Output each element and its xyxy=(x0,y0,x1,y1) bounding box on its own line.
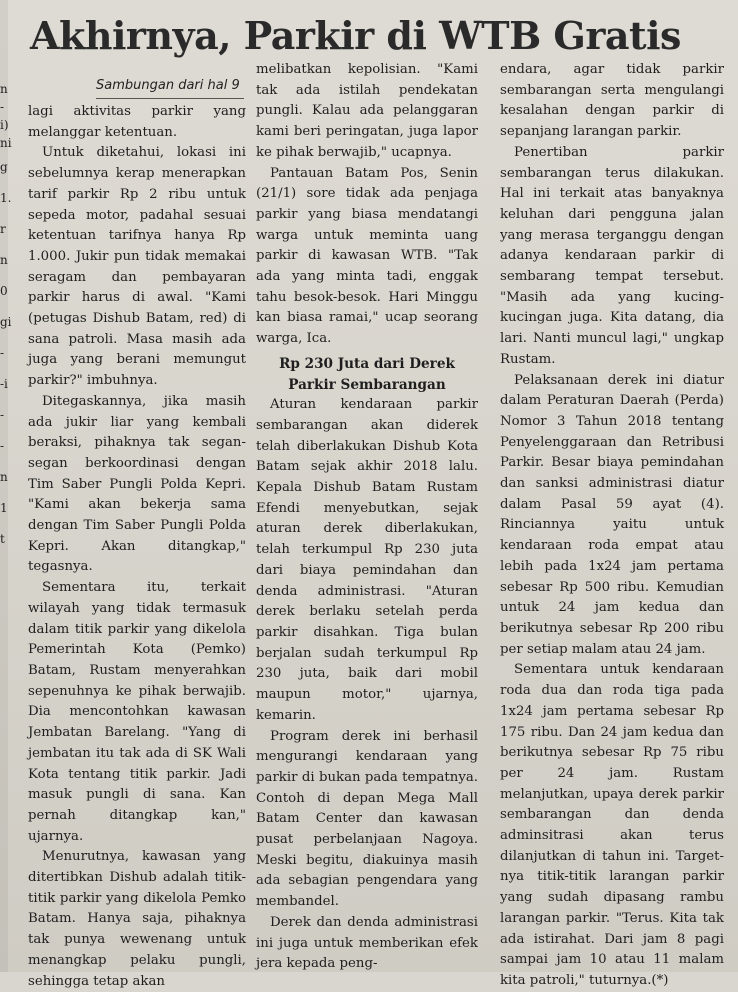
continuation-note: Sambungan dari hal 9 xyxy=(96,78,240,93)
edge-fragment: - xyxy=(0,439,5,453)
edge-fragment: t xyxy=(0,532,5,546)
article-column-1 xyxy=(28,102,246,992)
article-paragraph: Sementara itu, terkait wilayah yang tidak termasuk dalam titik parkir yang dikelola Pemerintah Kota (Pemko) Batam, Rustam menyerahkan sepenuhnya ke pihak berwajib. Dia mencontohkan kawasan Jembatan Barelang. "Yang di jembatan itu tak ada di SK Wali Kota tentang titik parkir. Jadi masuk pungli di sana. Kan pernah ditangkap kan," ujarnya. xyxy=(28,580,246,844)
edge-fragment: - xyxy=(0,100,5,114)
edge-fragment: 0 xyxy=(0,284,8,298)
article-paragraph: Ditegaskannya, jika masih ada jukir liar yang kembali beraksi, pihaknya tak segan-segan berkoordinasi dengan Tim Saber Pungli Polda Kepri. "Kami akan bekerja sama dengan Tim Saber Pungli Polda Kepri. Akan ditangkap," tegasnya. xyxy=(28,393,246,575)
edge-fragment: gi xyxy=(0,315,12,329)
left-edge-fragments xyxy=(0,80,10,555)
edge-fragment: g xyxy=(0,160,8,174)
article-paragraph: Penertiban parkir sembarangan terus dilakukan. Hal ini terkait atas banyaknya keluhan dari pengguna jalan yang merasa terganggu dengan adanya kendaraan parkir di sembarang tempat tersebut. "Masih ada yang kucing-kucingan juga. Kita datang, dia lari. Nanti muncul lagi," ungkap Rustam. xyxy=(500,144,724,367)
article-paragraph: Derek dan denda administrasi ini juga untuk memberikan efek jera kepada peng- xyxy=(256,914,478,972)
edge-fragment: n xyxy=(0,82,8,96)
edge-fragment: n xyxy=(0,470,8,484)
article-paragraph: lagi aktivitas parkir yang melanggar ketentuan. xyxy=(28,104,246,140)
edge-fragment: i) xyxy=(0,118,9,132)
edge-fragment: -i xyxy=(0,377,8,391)
headline: Akhirnya, Parkir di WTB Gratis xyxy=(30,13,681,58)
article-column-3 xyxy=(500,60,724,992)
article-paragraph: Aturan kendaraan parkir sembarangan akan diderek telah diberlakukan Dishub Kota Batam sejak akhir 2018 lalu. Kepala Dishub Batam Rustam Efendi menyebutkan, sejak aturan derek diberlakukan, telah terkumpul Rp 230 juta dari biaya pemindahan dan denda administrasi. "Aturan derek berlaku setelah perda parkir disahkan. Tiga bulan berjalan sudah terkumpul Rp 230 juta, baik dari mobil maupun motor," ujarnya, kemarin. xyxy=(256,397,478,723)
article-paragraph: Pantauan Batam Pos, Senin (21/1) sore tidak ada penjaga parkir yang biasa mendatangi warga untuk meminta uang parkir di kawasan WTB. "Tak ada yang minta tadi, enggak tahu besok-besok. Hari Minggu kan biasa ramai," ucap seorang warga, Ica. xyxy=(256,165,478,347)
continuation-rule xyxy=(96,98,244,99)
article-paragraph: Program derek ini berhasil mengurangi kendaraan yang parkir di bukan pada tempatnya. Contoh di depan Mega Mall Batam Center dan kawasan pusat perbelanjaan Nagoya. Meski begitu, diakuinya masih ada sebagian pengendara yang membandel. xyxy=(256,728,478,910)
edge-fragment: r xyxy=(0,222,6,236)
article-paragraph: Pelaksanaan derek ini diatur dalam Peraturan Daerah (Perda) Nomor 3 Tahun 2018 tentang Penyelenggaraan dan Retribusi Parkir. Besar biaya pemindahan dan sanksi administrasi diatur dalam Pasal 59 ayat (4). Rinciannya yaitu untuk kendaraan roda empat atau lebih pada 1x24 jam pertama sebesar Rp 500 ribu. Kemudian untuk 24 jam kedua dan berikutnya sebesar Rp 200 ribu per setiap malam atau 24 jam. xyxy=(500,372,724,657)
edge-fragment: 1 xyxy=(0,501,8,515)
article-paragraph: melibatkan kepolisian. "Kami tak ada istilah pendekatan pungli. Kalau ada pelanggaran kami beri peringatan, juga lapor ke pihak berwajib," ucapnya. xyxy=(256,62,478,160)
edge-fragment: - xyxy=(0,408,5,422)
edge-fragment: - xyxy=(0,346,5,360)
edge-fragment: 1. xyxy=(0,191,12,205)
article-paragraph: Sementara untuk kendaraan roda dua dan roda tiga pada 1x24 jam pertama sebesar Rp 175 ribu. Dan 24 jam kedua dan berikutnya sebesar Rp 75 ribu per 24 jam. Rustam melanjutkan, upaya derek parkir sembarangan dan denda adminsitrasi akan terus dilanjutkan di tahun ini. Target-nya titik-titik larangan parkir yang sudah dipasang rambu larangan parkir. "Terus. Kita tak ada istirahat. Dari jam 8 pagi sampai jam 10 atau 11 malam kita patroli," tuturnya.(*) xyxy=(500,662,724,988)
edge-fragment: ni xyxy=(0,136,12,150)
article-column-2 xyxy=(256,60,478,975)
section-subheading: Rp 230 Juta dari Derek Parkir Sembarangan xyxy=(279,355,455,393)
article-paragraph: endara, agar tidak parkir sembarangan serta mengulangi kesalahan dengan parkir di sepanjang larangan parkir. xyxy=(500,62,724,140)
article-paragraph: Untuk diketahui, lokasi ini sebelumnya kerap menerapkan tarif parkir Rp 2 ribu untuk sepeda motor, padahal sesuai ketentuan tarifnya hanya Rp 1.000. Jukir pun tidak memakai seragam dan pembayaran parkir harus di awal. "Kami (petugas Dishub Batam, red) di sana patroli. Masa masih ada juga yang berani memungut parkir?" imbuhnya. xyxy=(28,145,246,389)
edge-fragment: n xyxy=(0,253,8,267)
article-paragraph: Menurutnya, kawasan yang ditertibkan Dishub adalah titik-titik parkir yang dikelola Pemko Batam. Hanya saja, pihaknya tak punya wewenang untuk menangkap pelaku pungli, sehingga tetap akan xyxy=(28,849,246,989)
